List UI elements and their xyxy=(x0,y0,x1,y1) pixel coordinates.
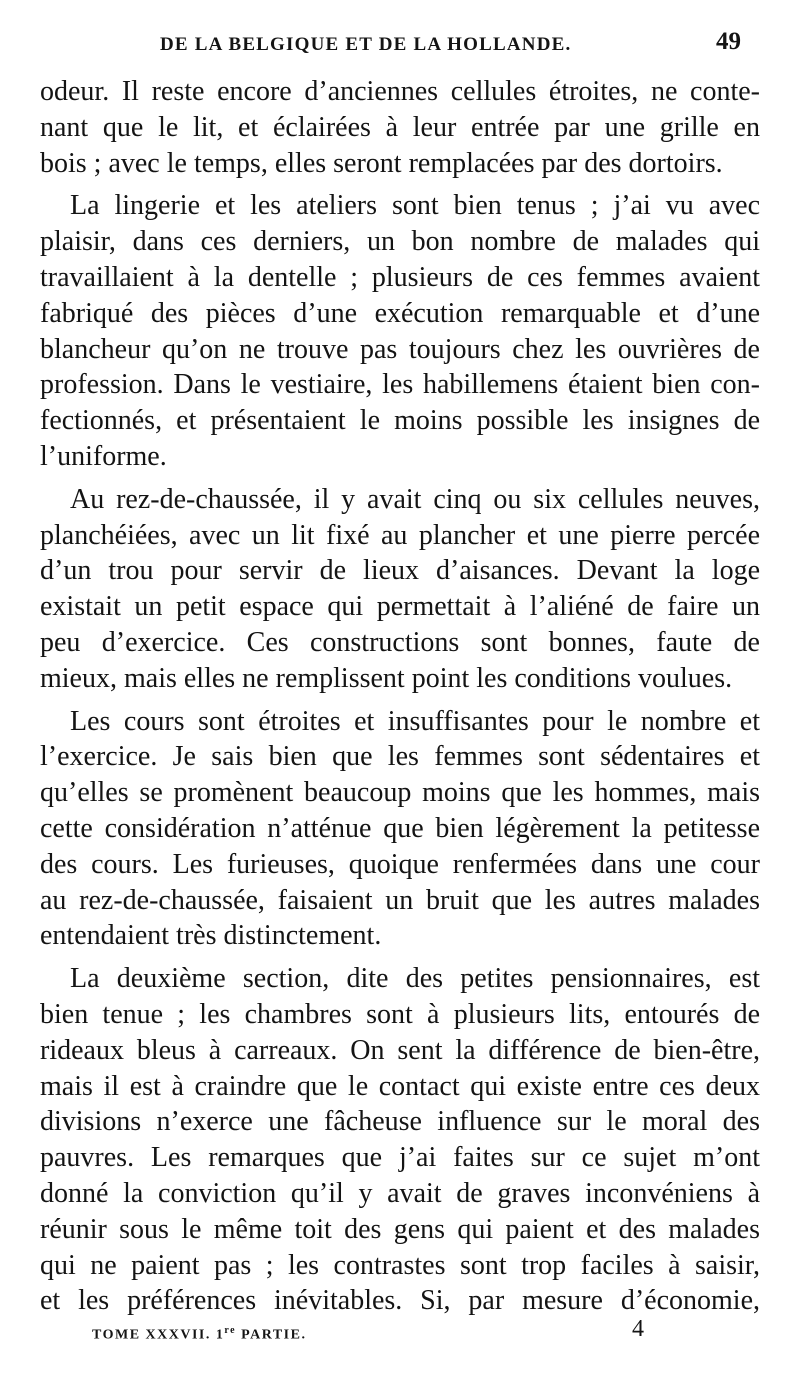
text-line: La deuxième section, dite des petites pensionnaires, est xyxy=(70,963,760,995)
signature-prefix: TOME XXXVII. 1 xyxy=(92,1327,225,1343)
text-line: fectionnés, et présentaient le moins possible les insignes de xyxy=(40,405,760,437)
text-line: Au rez-de-chaussée, il y avait cinq ou six cellules neuves, xyxy=(70,483,760,515)
text-line: bien tenue ; les chambres sont à plusieurs lits, entourés de xyxy=(40,998,760,1030)
text-line: mais il est à craindre que le contact qui existe entre ces deux xyxy=(40,1070,760,1102)
text-line: nant que le lit, et éclairées à leur entrée par une grille en xyxy=(40,111,760,143)
text-line: qu’elles se promènent beaucoup moins que les hommes, mais xyxy=(40,777,760,809)
text-line: travaillaient à la dentelle ; plusieurs de ces femmes avaient xyxy=(40,261,760,293)
signature-number: 4 xyxy=(632,1316,644,1342)
text-line: bois ; avec le temps, elles seront remplacées par des dortoirs. xyxy=(40,147,723,179)
text-line: peu d’exercice. Ces constructions sont bonnes, faute de xyxy=(40,626,760,658)
text-line: qui ne paient pas ; les contrastes sont trop faciles à saisir, xyxy=(40,1249,760,1281)
text-line: Les cours sont étroites et insuffisantes pour le nombre et xyxy=(70,705,760,737)
signature-mark xyxy=(92,1325,306,1344)
text-line: plaisir, dans ces derniers, un bon nombre de malades qui xyxy=(40,226,760,258)
signature-suffix: PARTIE. xyxy=(236,1327,307,1343)
text-line: l’uniforme. xyxy=(40,440,167,472)
page-number: 49 xyxy=(716,28,741,55)
text-line: La lingerie et les ateliers sont bien tenus ; j’ai vu avec xyxy=(70,190,760,222)
text-line: odeur. Il reste encore d’anciennes cellules étroites, ne conte- xyxy=(40,76,760,107)
running-title: DE LA BELGIQUE ET DE LA HOLLANDE. xyxy=(160,34,572,55)
text-line: des cours. Les furieuses, quoique renfermées dans une cour xyxy=(40,848,760,880)
text-line: d’un trou pour servir de lieux d’aisances. Devant la loge xyxy=(40,555,760,587)
text-line: et les préférences inévitables. Si, par mesure d’économie, xyxy=(40,1285,760,1317)
text-line: existait un petit espace qui permettait à l’aliéné de faire un xyxy=(40,591,760,623)
text-line: cette considération n’atténue que bien légèrement la petitesse xyxy=(40,812,760,844)
text-line: entendaient très distinctement. xyxy=(40,920,382,952)
signature-superscript: re xyxy=(224,1325,237,1336)
text-line: rideaux bleus à carreaux. On sent la différence de bien-être, xyxy=(40,1034,760,1066)
text-line: mieux, mais elles ne remplissent point les conditions voulues. xyxy=(40,662,733,694)
text-line: planchéiées, avec un lit fixé au plancher et une pierre percée xyxy=(40,519,760,551)
text-line: l’exercice. Je sais bien que les femmes sont sédentaires et xyxy=(40,741,760,773)
text-line: réunir sous le même toit des gens qui paient et des malades xyxy=(40,1213,760,1245)
text-line: donné la conviction qu’il y avait de graves inconvéniens à xyxy=(40,1177,760,1209)
text-line: profession. Dans le vestiaire, les habillemens étaient bien con- xyxy=(40,369,760,401)
text-line: divisions n’exerce une fâcheuse influence sur le moral des xyxy=(40,1106,760,1138)
text-line: au rez-de-chaussée, faisaient un bruit que les autres malades xyxy=(40,884,760,916)
text-line: fabriqué des pièces d’une exécution remarquable et d’une xyxy=(40,297,760,329)
text-line: blancheur qu’on ne trouve pas toujours chez les ouvrières de xyxy=(40,333,760,365)
body-text xyxy=(40,74,760,1319)
text-line: pauvres. Les remarques que j’ai faites sur ce sujet m’ont xyxy=(40,1142,760,1174)
